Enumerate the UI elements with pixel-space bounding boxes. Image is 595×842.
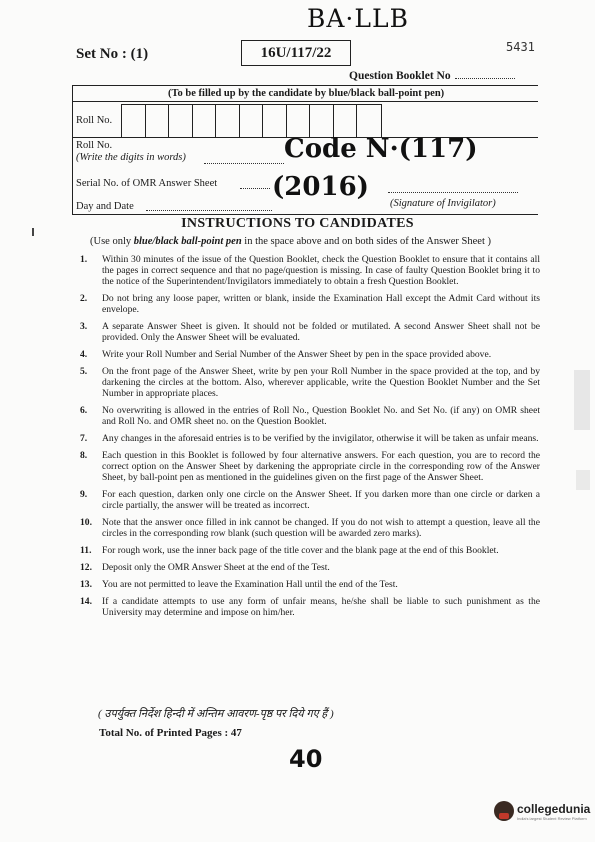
instructions-subtitle bbox=[90, 236, 491, 247]
instruction-item bbox=[80, 450, 540, 483]
roll-digit-box[interactable] bbox=[169, 105, 193, 137]
roll-no-words-label: Roll No. bbox=[76, 140, 113, 151]
margin-smudge bbox=[574, 370, 590, 430]
instructions-title: INSTRUCTIONS TO CANDIDATES bbox=[181, 216, 414, 231]
instruction-item bbox=[80, 321, 540, 343]
instruction-item bbox=[80, 489, 540, 511]
instruction-text: A separate Answer Sheet is given. It should not be folded or mutilated. A second Answer Sheet shall not be provided. Only the Answer Sheet will be evaluated. bbox=[102, 321, 540, 343]
instruction-text: Write your Roll Number and Serial Number of the Answer Sheet by pen in the space provided above. bbox=[102, 349, 492, 360]
roll-digit-box[interactable] bbox=[193, 105, 217, 137]
instruction-number: 9. bbox=[80, 489, 88, 500]
roll-digit-box[interactable] bbox=[216, 105, 240, 137]
question-booklet-no bbox=[349, 70, 515, 82]
instruction-number: 1. bbox=[80, 254, 88, 265]
instruction-text: You are not permitted to leave the Examination Hall until the end of the Test. bbox=[102, 579, 398, 590]
handwritten-marks: 40 bbox=[289, 745, 323, 773]
handwritten-year: (2016) bbox=[272, 172, 369, 202]
roll-digit-box[interactable] bbox=[334, 105, 358, 137]
instruction-item bbox=[80, 405, 540, 427]
margin-smudge bbox=[576, 470, 590, 490]
serial-omr-label: Serial No. of OMR Answer Sheet bbox=[76, 178, 218, 189]
roll-digit-box[interactable] bbox=[287, 105, 311, 137]
instruction-text: On the front page of the Answer Sheet, write by pen your Roll Number in the space provided at the top, and by darkening the circles at the bottom. Also, wherever applicable, write the Question Booklet Number and the Set Number in appropriate places. bbox=[102, 366, 540, 399]
logo-mark-icon bbox=[494, 801, 514, 821]
instruction-number: 12. bbox=[80, 562, 92, 573]
instruction-number: 8. bbox=[80, 450, 88, 461]
day-date-label: Day and Date bbox=[76, 201, 134, 212]
collegedunia-logo bbox=[494, 801, 590, 821]
fill-instruction: (To be filled up by the candidate by blue/black ball-point pen) bbox=[168, 88, 445, 99]
instruction-number: 3. bbox=[80, 321, 88, 332]
form-top-border bbox=[72, 85, 538, 86]
instruction-text: Each question in this Booklet is followed by four alternative answers. For each question, you are to record the correct option on the Answer Sheet by darkening the appropriate circle in the corresponding row of the Answer Sheet, by ball-point pen as mentioned in the guidelines given on the first page of the Answer Sheet. bbox=[102, 450, 540, 483]
instruction-text: Do not bring any loose paper, written or blank, inside the Examination Hall except the Admit Card without its envelope. bbox=[102, 293, 540, 315]
instruction-text: Any changes in the aforesaid entries is to be verified by the invigilator, otherwise it will be taken as unfair means. bbox=[102, 433, 539, 444]
roll-no-boxes[interactable] bbox=[121, 104, 382, 138]
roll-digit-box[interactable] bbox=[310, 105, 334, 137]
roll-digit-box[interactable] bbox=[357, 105, 381, 137]
instruction-number: 11. bbox=[80, 545, 92, 556]
instruction-text: If a candidate attempts to use any form of unfair means, he/she shall be liable to such punishment as the University may determine and impose on him/her. bbox=[102, 596, 540, 618]
instruction-item bbox=[80, 562, 540, 573]
booklet-no-label: Question Booklet No bbox=[349, 70, 451, 82]
instruction-text: For rough work, use the inner back page of the title cover and the blank page at the end of this Booklet. bbox=[102, 545, 499, 556]
hindi-note: ( उपर्युक्त निर्देश हिन्दी में अन्तिम आवरण-पृष्ठ पर दिये गए हैं ) bbox=[98, 708, 334, 720]
instruction-list bbox=[80, 254, 540, 624]
roll-digit-box[interactable] bbox=[263, 105, 287, 137]
instruction-item bbox=[80, 517, 540, 539]
set-number: Set No : (1) bbox=[76, 46, 149, 62]
margin-smudge bbox=[32, 228, 34, 236]
form-left-border bbox=[72, 85, 73, 215]
invigilator-label: (Signature of Invigilator) bbox=[390, 198, 496, 209]
logo-tagline: India's largest Student Review Platform bbox=[517, 815, 587, 821]
handwritten-code: Code N·(117) bbox=[284, 134, 478, 164]
instruction-item bbox=[80, 579, 540, 590]
roll-no-label: Roll No. bbox=[76, 115, 113, 126]
serial-omr-field[interactable] bbox=[240, 188, 270, 189]
subtitle-post: in the space above and on both sides of the Answer Sheet ) bbox=[241, 236, 491, 247]
instruction-item bbox=[80, 366, 540, 399]
logo-brand: collegedunia bbox=[517, 801, 591, 816]
paper-code-box: 16U/117/22 bbox=[241, 40, 351, 66]
instruction-item bbox=[80, 596, 540, 618]
corner-number: 5431 bbox=[506, 40, 535, 54]
invigilator-sign-field[interactable] bbox=[388, 192, 518, 193]
handwritten-course: BA·LLB bbox=[307, 4, 409, 33]
roll-digit-box[interactable] bbox=[146, 105, 170, 137]
instruction-number: 2. bbox=[80, 293, 88, 304]
subtitle-bold: blue/black ball-point pen bbox=[133, 236, 242, 247]
booklet-no-field[interactable] bbox=[455, 78, 515, 79]
instruction-item bbox=[80, 254, 540, 287]
instruction-number: 10. bbox=[80, 517, 92, 528]
instruction-number: 6. bbox=[80, 405, 88, 416]
instruction-item bbox=[80, 433, 540, 444]
instruction-number: 13. bbox=[80, 579, 92, 590]
instruction-text: Note that the answer once filled in ink cannot be changed. If you do not wish to attempt a question, leave all the circles in the corresponding row blank (such question will be awarded zero marks). bbox=[102, 517, 540, 539]
roll-no-words-field[interactable] bbox=[204, 163, 284, 164]
instruction-item bbox=[80, 293, 540, 315]
instruction-number: 7. bbox=[80, 433, 88, 444]
roll-digit-box[interactable] bbox=[122, 105, 146, 137]
subtitle-pre: (Use only bbox=[90, 236, 134, 247]
instruction-number: 14. bbox=[80, 596, 92, 607]
roll-no-words-hint: (Write the digits in words) bbox=[76, 152, 186, 163]
roll-digit-box[interactable] bbox=[240, 105, 264, 137]
instruction-number: 5. bbox=[80, 366, 88, 377]
instruction-text: Deposit only the OMR Answer Sheet at the end of the Test. bbox=[102, 562, 330, 573]
day-date-field[interactable] bbox=[146, 210, 272, 211]
instruction-divider bbox=[72, 101, 538, 102]
instruction-number: 4. bbox=[80, 349, 88, 360]
instruction-text: For each question, darken only one circle on the Answer Sheet. If you darken more than one circle or darken a circle partially, the answer will be treated as incorrect. bbox=[102, 489, 540, 511]
total-printed-pages: Total No. of Printed Pages : 47 bbox=[99, 727, 242, 739]
instruction-text: Within 30 minutes of the issue of the Question Booklet, check the Question Booklet to ensure that it contains all the pages in correct sequence and that no page/question is missing. In case of faulty Question Booklet bring it to the notice of the Superintendent/Invigilators immediately to obtain a fresh Question Booklet. bbox=[102, 254, 540, 287]
instruction-text: No overwriting is allowed in the entries of Roll No., Question Booklet No. and Set No. (if any) on OMR sheet and Roll No. and OMR sheet no. on the Question Booklet. bbox=[102, 405, 540, 427]
instruction-item bbox=[80, 349, 540, 360]
form-bottom-border bbox=[72, 214, 538, 215]
instruction-item bbox=[80, 545, 540, 556]
